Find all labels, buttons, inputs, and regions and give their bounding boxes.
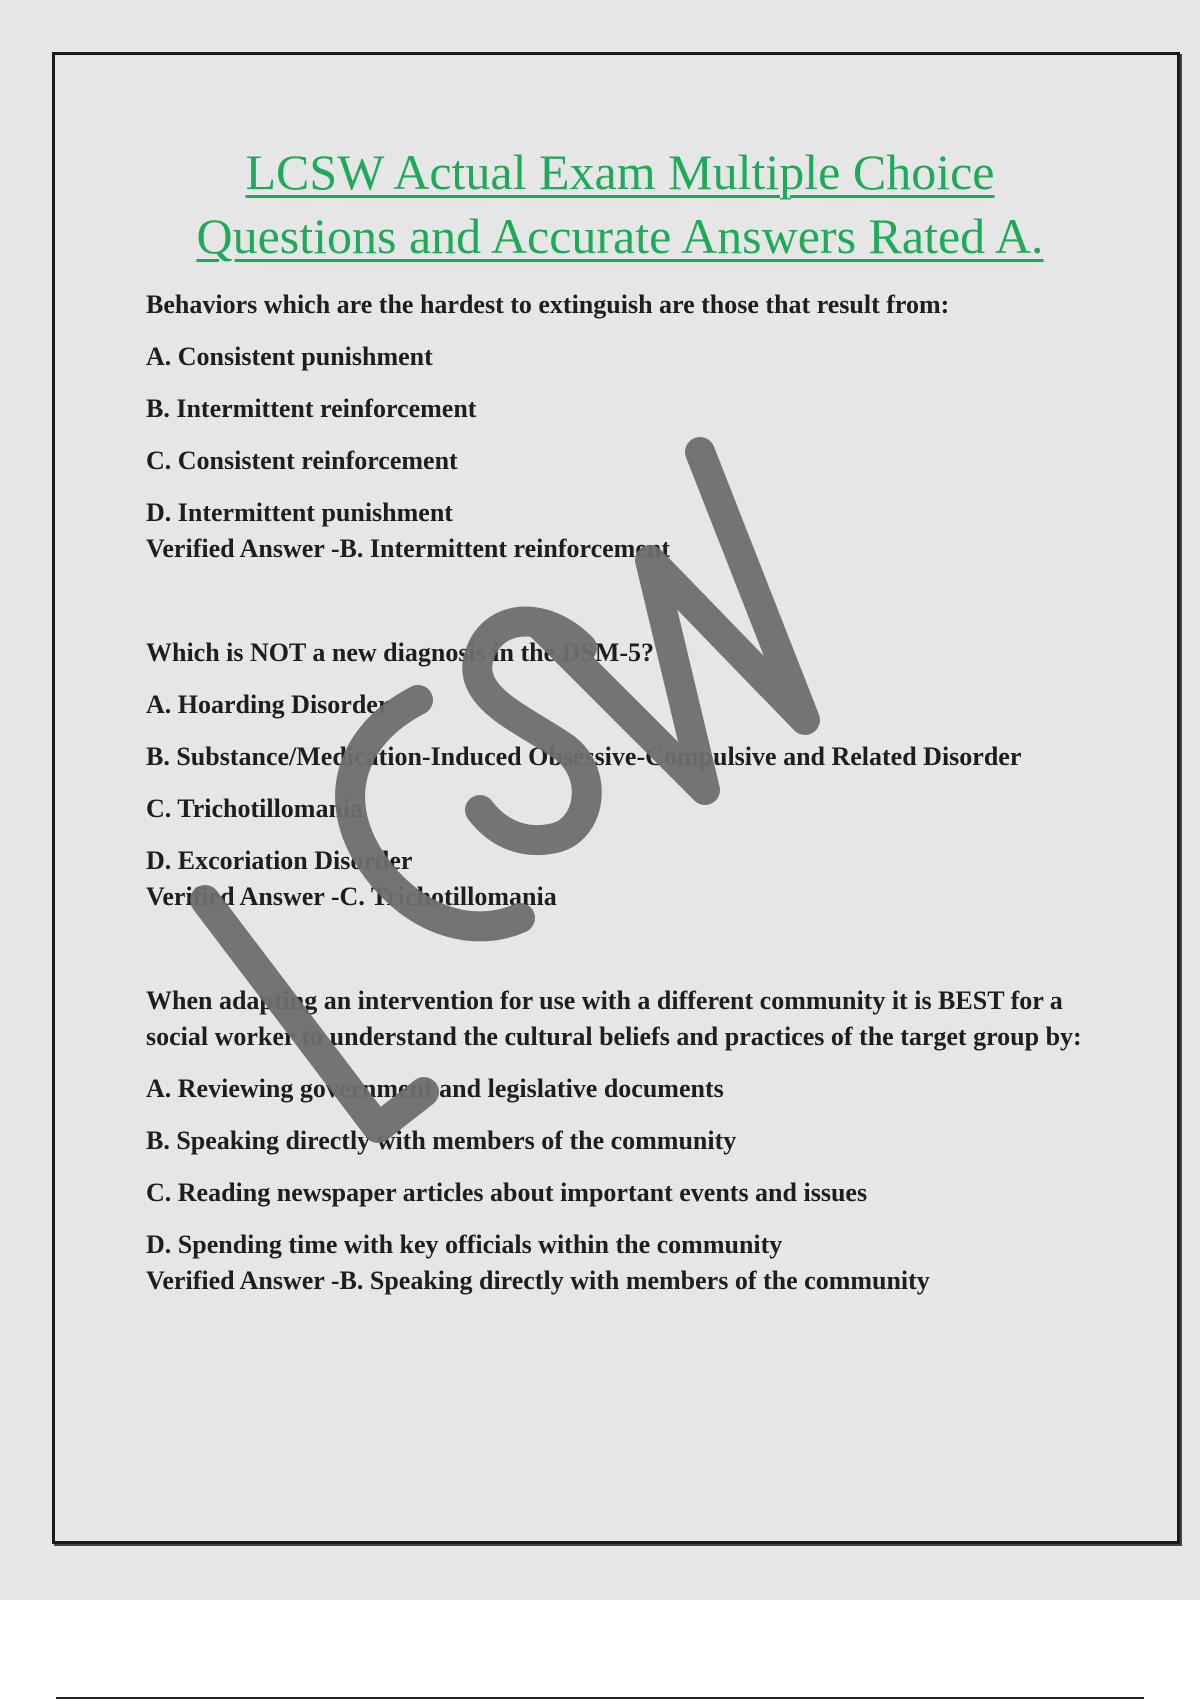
option-d: D. Intermittent punishment bbox=[146, 498, 453, 527]
option-b: B. Substance/Medication-Induced Obsessive-Compulsive and Related Disorder bbox=[146, 742, 1022, 771]
verified-answer: Verified Answer -B. Intermittent reinforcement bbox=[146, 534, 670, 563]
question-2 bbox=[146, 635, 1086, 915]
question-stem: Behaviors which are the hardest to extinguish are those that result from: bbox=[146, 290, 950, 319]
title-line-2: Questions and Accurate Answers Rated A. bbox=[196, 208, 1044, 264]
document-title bbox=[60, 140, 1180, 268]
question-1 bbox=[146, 287, 1086, 567]
option-a: A. Hoarding Disorder bbox=[146, 690, 390, 719]
option-c: C. Consistent reinforcement bbox=[146, 446, 458, 475]
option-a: A. Consistent punishment bbox=[146, 342, 433, 371]
verified-answer: Verified Answer -C. Trichotillomania bbox=[146, 882, 557, 911]
option-a: A. Reviewing government and legislative documents bbox=[146, 1074, 724, 1103]
question-list bbox=[146, 287, 1086, 1367]
option-b: B. Intermittent reinforcement bbox=[146, 394, 477, 423]
option-d: D. Excoriation Disorder bbox=[146, 846, 413, 875]
title-line-1: LCSW Actual Exam Multiple Choice bbox=[245, 144, 995, 200]
question-stem: Which is NOT a new diagnosis in the DSM-5? bbox=[146, 638, 655, 667]
option-c: C. Trichotillomania bbox=[146, 794, 364, 823]
option-c: C. Reading newspaper articles about important events and issues bbox=[146, 1178, 868, 1207]
question-stem: When adapting an intervention for use with a different community it is BEST for a social worker to understand the cultural beliefs and practices of the target group by: bbox=[146, 986, 1082, 1051]
question-3 bbox=[146, 983, 1086, 1299]
footer-divider bbox=[56, 1697, 1144, 1699]
option-b: B. Speaking directly with members of the community bbox=[146, 1126, 737, 1155]
verified-answer: Verified Answer -B. Speaking directly with members of the community bbox=[146, 1266, 930, 1295]
option-d: D. Spending time with key officials within the community bbox=[146, 1230, 783, 1259]
